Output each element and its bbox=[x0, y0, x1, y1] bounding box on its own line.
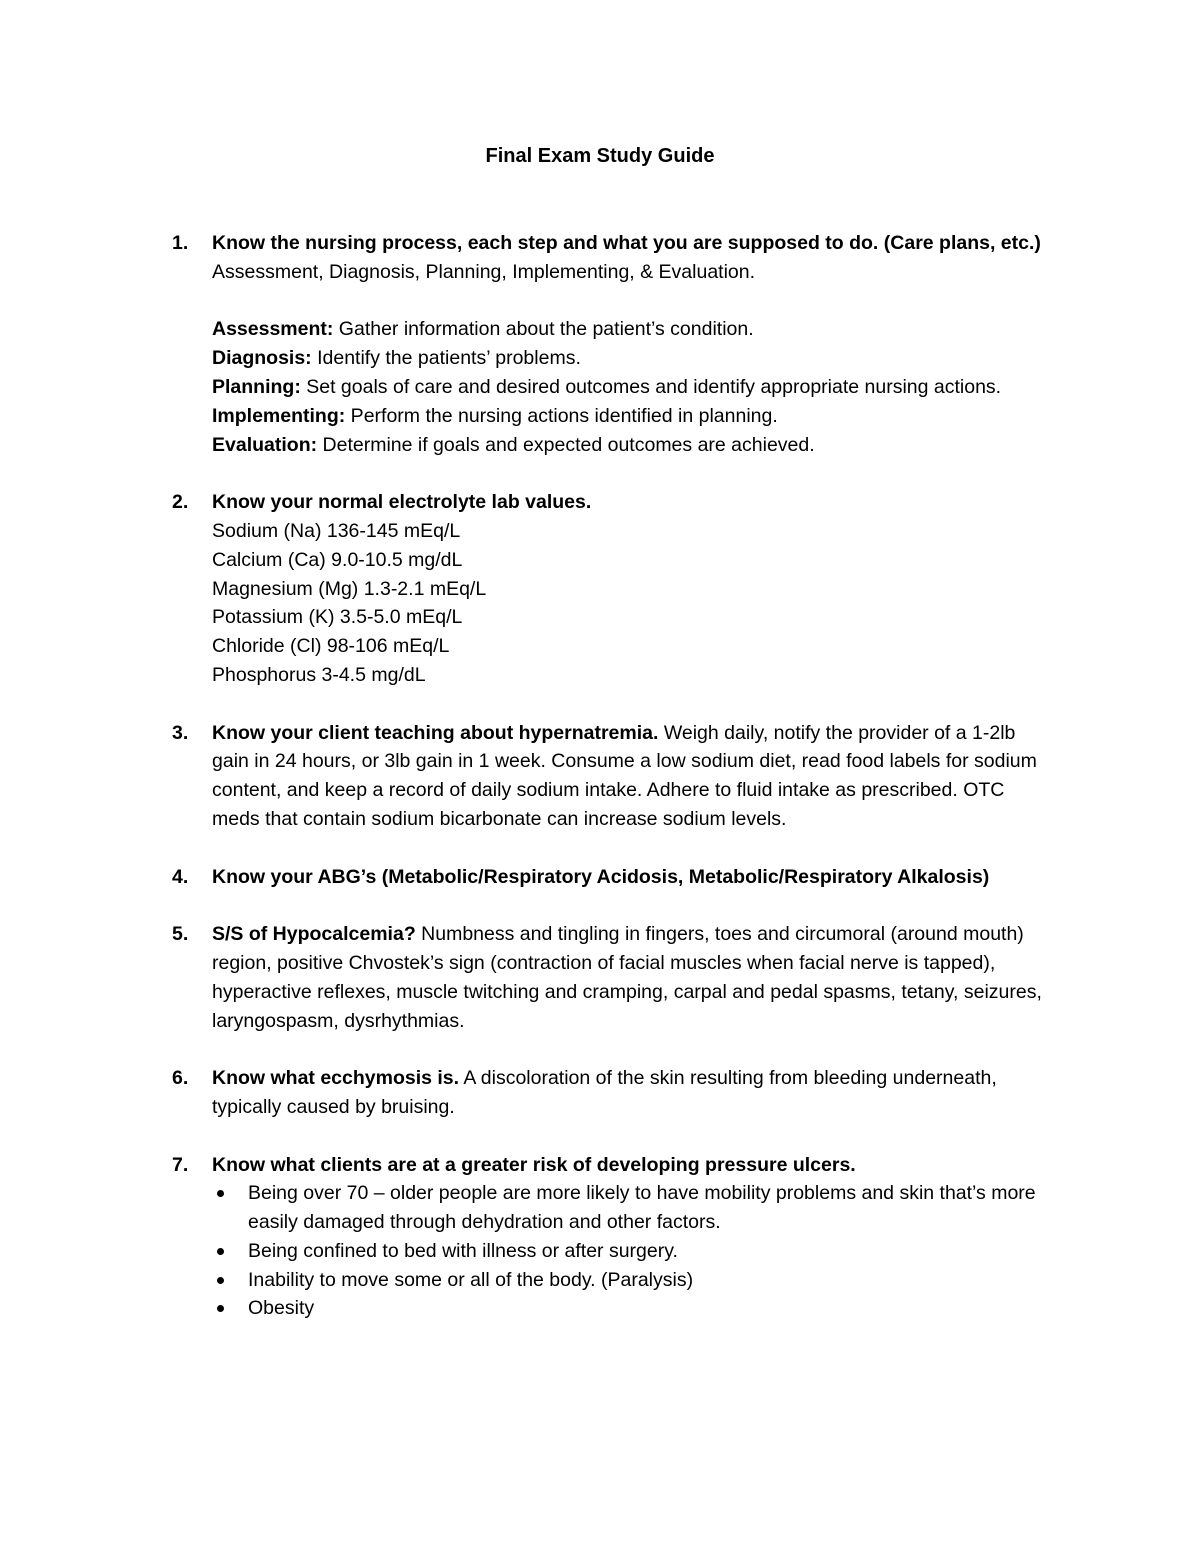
item-number: 1. bbox=[172, 232, 189, 254]
bullet-item bbox=[212, 1294, 1052, 1323]
bullet-icon bbox=[217, 1248, 224, 1255]
item-heading: Know what ecchymosis is. bbox=[212, 1067, 460, 1090]
bullet-item bbox=[212, 1266, 1052, 1295]
item-body bbox=[212, 719, 1052, 834]
item-number: 2. bbox=[172, 491, 189, 514]
lab-value-phosphorus: Phosphorus 3-4.5 mg/dL bbox=[212, 663, 426, 686]
step-text: Set goals of care and desired outcomes and identify appropriate nursing actions. bbox=[300, 375, 1002, 398]
item-body bbox=[212, 920, 1052, 1035]
bullet-icon bbox=[217, 1277, 224, 1284]
step-evaluation bbox=[212, 431, 1052, 460]
item-number: 3. bbox=[172, 721, 189, 744]
item-heading: Know your normal electrolyte lab values. bbox=[212, 491, 592, 514]
spacer bbox=[212, 287, 1052, 316]
study-guide-list bbox=[172, 229, 1052, 1352]
step-text: Identify the patients’ problems. bbox=[311, 347, 581, 370]
step-implementing bbox=[212, 402, 1052, 431]
step-label: Implementing: bbox=[212, 404, 346, 427]
step-text: Determine if goals and expected outcomes are achieved. bbox=[317, 433, 815, 456]
item-summary: Assessment, Diagnosis, Planning, Implementing, & Evaluation. bbox=[212, 260, 756, 283]
list-item-2 bbox=[172, 488, 1052, 690]
list-item-1 bbox=[172, 229, 1052, 459]
list-item-3 bbox=[172, 719, 1052, 834]
item-heading: Know your ABG’s (Metabolic/Respiratory Acidosis, Metabolic/Respiratory Alkalosis) bbox=[212, 865, 990, 888]
lab-value-potassium: Potassium (K) 3.5-5.0 mEq/L bbox=[212, 606, 463, 629]
page-title: Final Exam Study Guide bbox=[485, 145, 715, 167]
list-item-4 bbox=[172, 863, 1052, 892]
step-diagnosis bbox=[212, 344, 1052, 373]
item-heading: Know your client teaching about hypernatremia. bbox=[212, 721, 659, 744]
step-label: Assessment: bbox=[212, 318, 334, 341]
item-number: 6. bbox=[172, 1067, 189, 1090]
step-text: Perform the nursing actions identified in planning. bbox=[345, 404, 778, 427]
list-item-7 bbox=[172, 1151, 1052, 1324]
step-label: Evaluation: bbox=[212, 433, 318, 456]
bullet-item bbox=[212, 1237, 1052, 1266]
bullet-icon bbox=[217, 1305, 224, 1312]
step-label: Diagnosis: bbox=[212, 347, 312, 370]
item-number: 4. bbox=[172, 865, 189, 888]
bullet-item bbox=[212, 1179, 1052, 1237]
bullet-text: Being over 70 – older people are more likely to have mobility problems and skin that’s more easily damaged through dehydration and other factors. bbox=[248, 1182, 1036, 1234]
item-text: Weigh daily, notify the provider of a 1-2lb gain in 24 hours, or 3lb gain in 1 week. Consume a low sodium diet, read food labels for sodium content, and keep a record of daily sodium intake. Adhere to fluid intake as prescribed. OTC meds that contain sodium bicarbonate can increase sodium levels. bbox=[212, 721, 1037, 830]
risk-factor-list bbox=[212, 1179, 1052, 1323]
lab-value-sodium: Sodium (Na) 136-145 mEq/L bbox=[212, 519, 461, 542]
bullet-text: Obesity bbox=[248, 1297, 315, 1320]
list-item-5 bbox=[172, 920, 1052, 1035]
step-assessment bbox=[212, 315, 1052, 344]
lab-value-magnesium: Magnesium (Mg) 1.3-2.1 mEq/L bbox=[212, 577, 487, 600]
item-heading: S/S of Hypocalcemia? bbox=[212, 923, 416, 946]
item-text: Numbness and tingling in fingers, toes and circumoral (around mouth) region, positive Chvostek’s sign (contraction of facial muscles when facial nerve is tapped), hyperactive reflexes, muscle twitching and cramping, carpal and pedal spasms, tetany, seizures, laryngospasm, dysrhythmias. bbox=[212, 923, 1042, 1032]
item-text: A discoloration of the skin resulting from bleeding underneath, typically caused by bruising. bbox=[212, 1067, 997, 1118]
lab-value-calcium: Calcium (Ca) 9.0-10.5 mg/dL bbox=[212, 548, 463, 571]
bullet-text: Inability to move some or all of the body. (Paralysis) bbox=[248, 1268, 694, 1291]
step-label: Planning: bbox=[212, 375, 301, 398]
list-item-6 bbox=[172, 1064, 1052, 1122]
item-number: 7. bbox=[172, 1153, 189, 1176]
item-number: 5. bbox=[172, 923, 189, 946]
step-planning bbox=[212, 373, 1052, 402]
bullet-text: Being confined to bed with illness or after surgery. bbox=[248, 1239, 678, 1262]
item-body bbox=[212, 1064, 1052, 1122]
item-heading: Know what clients are at a greater risk of developing pressure ulcers. bbox=[212, 1153, 856, 1176]
step-text: Gather information about the patient’s condition. bbox=[333, 318, 754, 341]
bullet-icon bbox=[217, 1190, 224, 1197]
item-heading: Know the nursing process, each step and what you are supposed to do. (Care plans, etc.) bbox=[212, 232, 1041, 254]
lab-value-chloride: Chloride (Cl) 98-106 mEq/L bbox=[212, 635, 450, 658]
